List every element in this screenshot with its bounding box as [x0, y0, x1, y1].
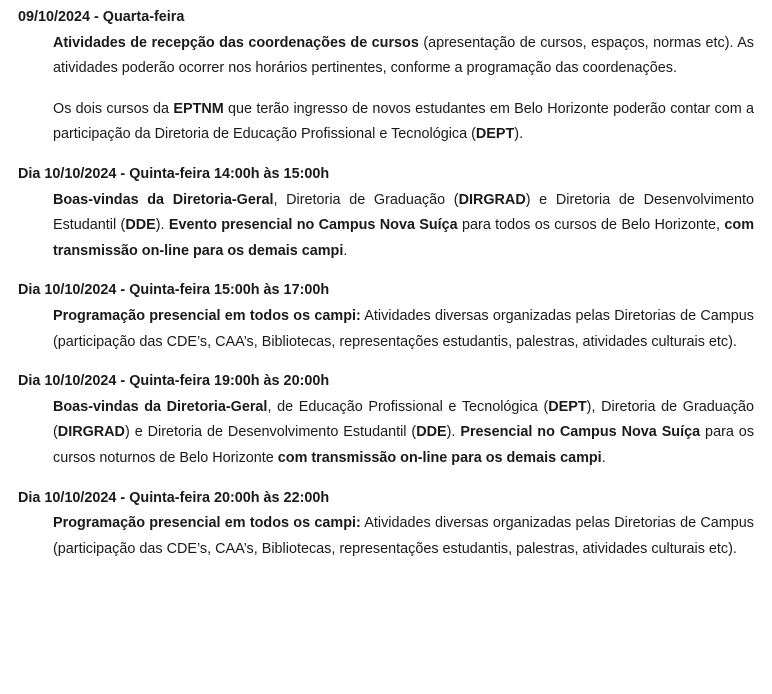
text-run-bold: Boas-vindas da Diretoria-Geral — [53, 398, 268, 415]
text-run-bold: Presencial no Campus Nova Suíça — [460, 424, 701, 441]
text-run-bold: DIRGRAD — [57, 424, 125, 441]
text-run: , Diretoria de Graduação ( — [273, 191, 459, 208]
text-run: , de Educação Profissional e Tecnológica ( — [267, 398, 549, 415]
text-run-bold: EPTNM — [173, 100, 224, 117]
text-run: (apresentação de cursos, espaços, normas etc). As atividades poderão ocorrer nos horários pertinentes, conforme a programação das coordenações. — [53, 34, 754, 77]
text-run-bold: com transmissão on-line para os demais campi — [277, 449, 602, 466]
section-paragraph — [53, 395, 754, 472]
text-run: ). — [514, 126, 524, 143]
text-run-bold: Evento presencial no Campus Nova Suíça — [168, 217, 458, 234]
section-paragraph — [53, 97, 754, 148]
text-run: Os dois cursos da — [53, 100, 174, 117]
section-paragraph — [53, 31, 754, 82]
text-run-bold: Programação presencial em todos os campi: — [53, 307, 361, 324]
text-run: ) e Diretoria de Desenvolvimento Estudantil ( — [53, 191, 754, 234]
section-paragraph — [53, 511, 754, 562]
section-heading: Dia 10/10/2024 - Quinta-feira 15:00h às 17:00h — [18, 282, 330, 299]
schedule-day-section — [18, 369, 754, 471]
text-run-bold: DDE — [125, 217, 156, 234]
text-run: ) e Diretoria de Desenvolvimento Estudantil ( — [124, 424, 417, 441]
section-heading: Dia 10/10/2024 - Quinta-feira 20:00h às 22:00h — [18, 489, 330, 506]
text-run-bold: Boas-vindas da Diretoria-Geral — [53, 191, 274, 208]
schedule-day-section — [18, 162, 754, 264]
text-run: para todos os cursos de Belo Horizonte, — [457, 217, 725, 234]
text-run: ). — [446, 424, 461, 441]
text-run: Atividades diversas organizadas pelas Diretorias de Campus (participação das CDE’s, CAA’s, Bibliotecas, representações estudantis, palestras, atividades culturais etc). — [53, 515, 754, 557]
text-run-bold: com transmissão on-line para os demais campi — [53, 217, 754, 259]
text-run-bold: DEPT — [548, 398, 587, 415]
text-run: que terão ingresso de novos estudantes em Belo Horizonte poderão contar com a participação da Diretoria de Educação Profissional e Tecnológica ( — [53, 100, 754, 143]
text-run-bold: Programação presencial em todos os campi: — [53, 515, 361, 532]
text-run-bold: Atividades de recepção das coordenações de cursos — [53, 34, 419, 51]
text-run: Atividades diversas organizadas pelas Diretorias de Campus (participação das CDE’s, CAA’s, Bibliotecas, representações estudantis, palestras, atividades culturais etc). — [53, 307, 754, 350]
text-run: ). — [155, 217, 169, 234]
schedule-day-section — [18, 5, 754, 148]
text-run-bold: DDE — [416, 424, 447, 441]
section-paragraph — [53, 304, 754, 355]
text-run: . — [343, 242, 348, 259]
text-run-bold: DEPT — [475, 126, 515, 143]
section-heading: Dia 10/10/2024 - Quinta-feira 19:00h às 20:00h — [18, 373, 330, 390]
schedule-day-section — [18, 278, 754, 355]
text-run-bold: DIRGRAD — [458, 191, 526, 208]
section-heading: Dia 10/10/2024 - Quinta-feira 14:00h às 15:00h — [18, 165, 330, 182]
text-run: ), Diretoria de Graduação ( — [53, 398, 755, 441]
schedule-day-section — [18, 486, 754, 563]
text-run: para os cursos noturnos de Belo Horizonte — [53, 424, 755, 466]
text-run: . — [601, 449, 606, 466]
section-heading: 09/10/2024 - Quarta-feira — [18, 9, 185, 25]
section-paragraph — [53, 188, 754, 265]
